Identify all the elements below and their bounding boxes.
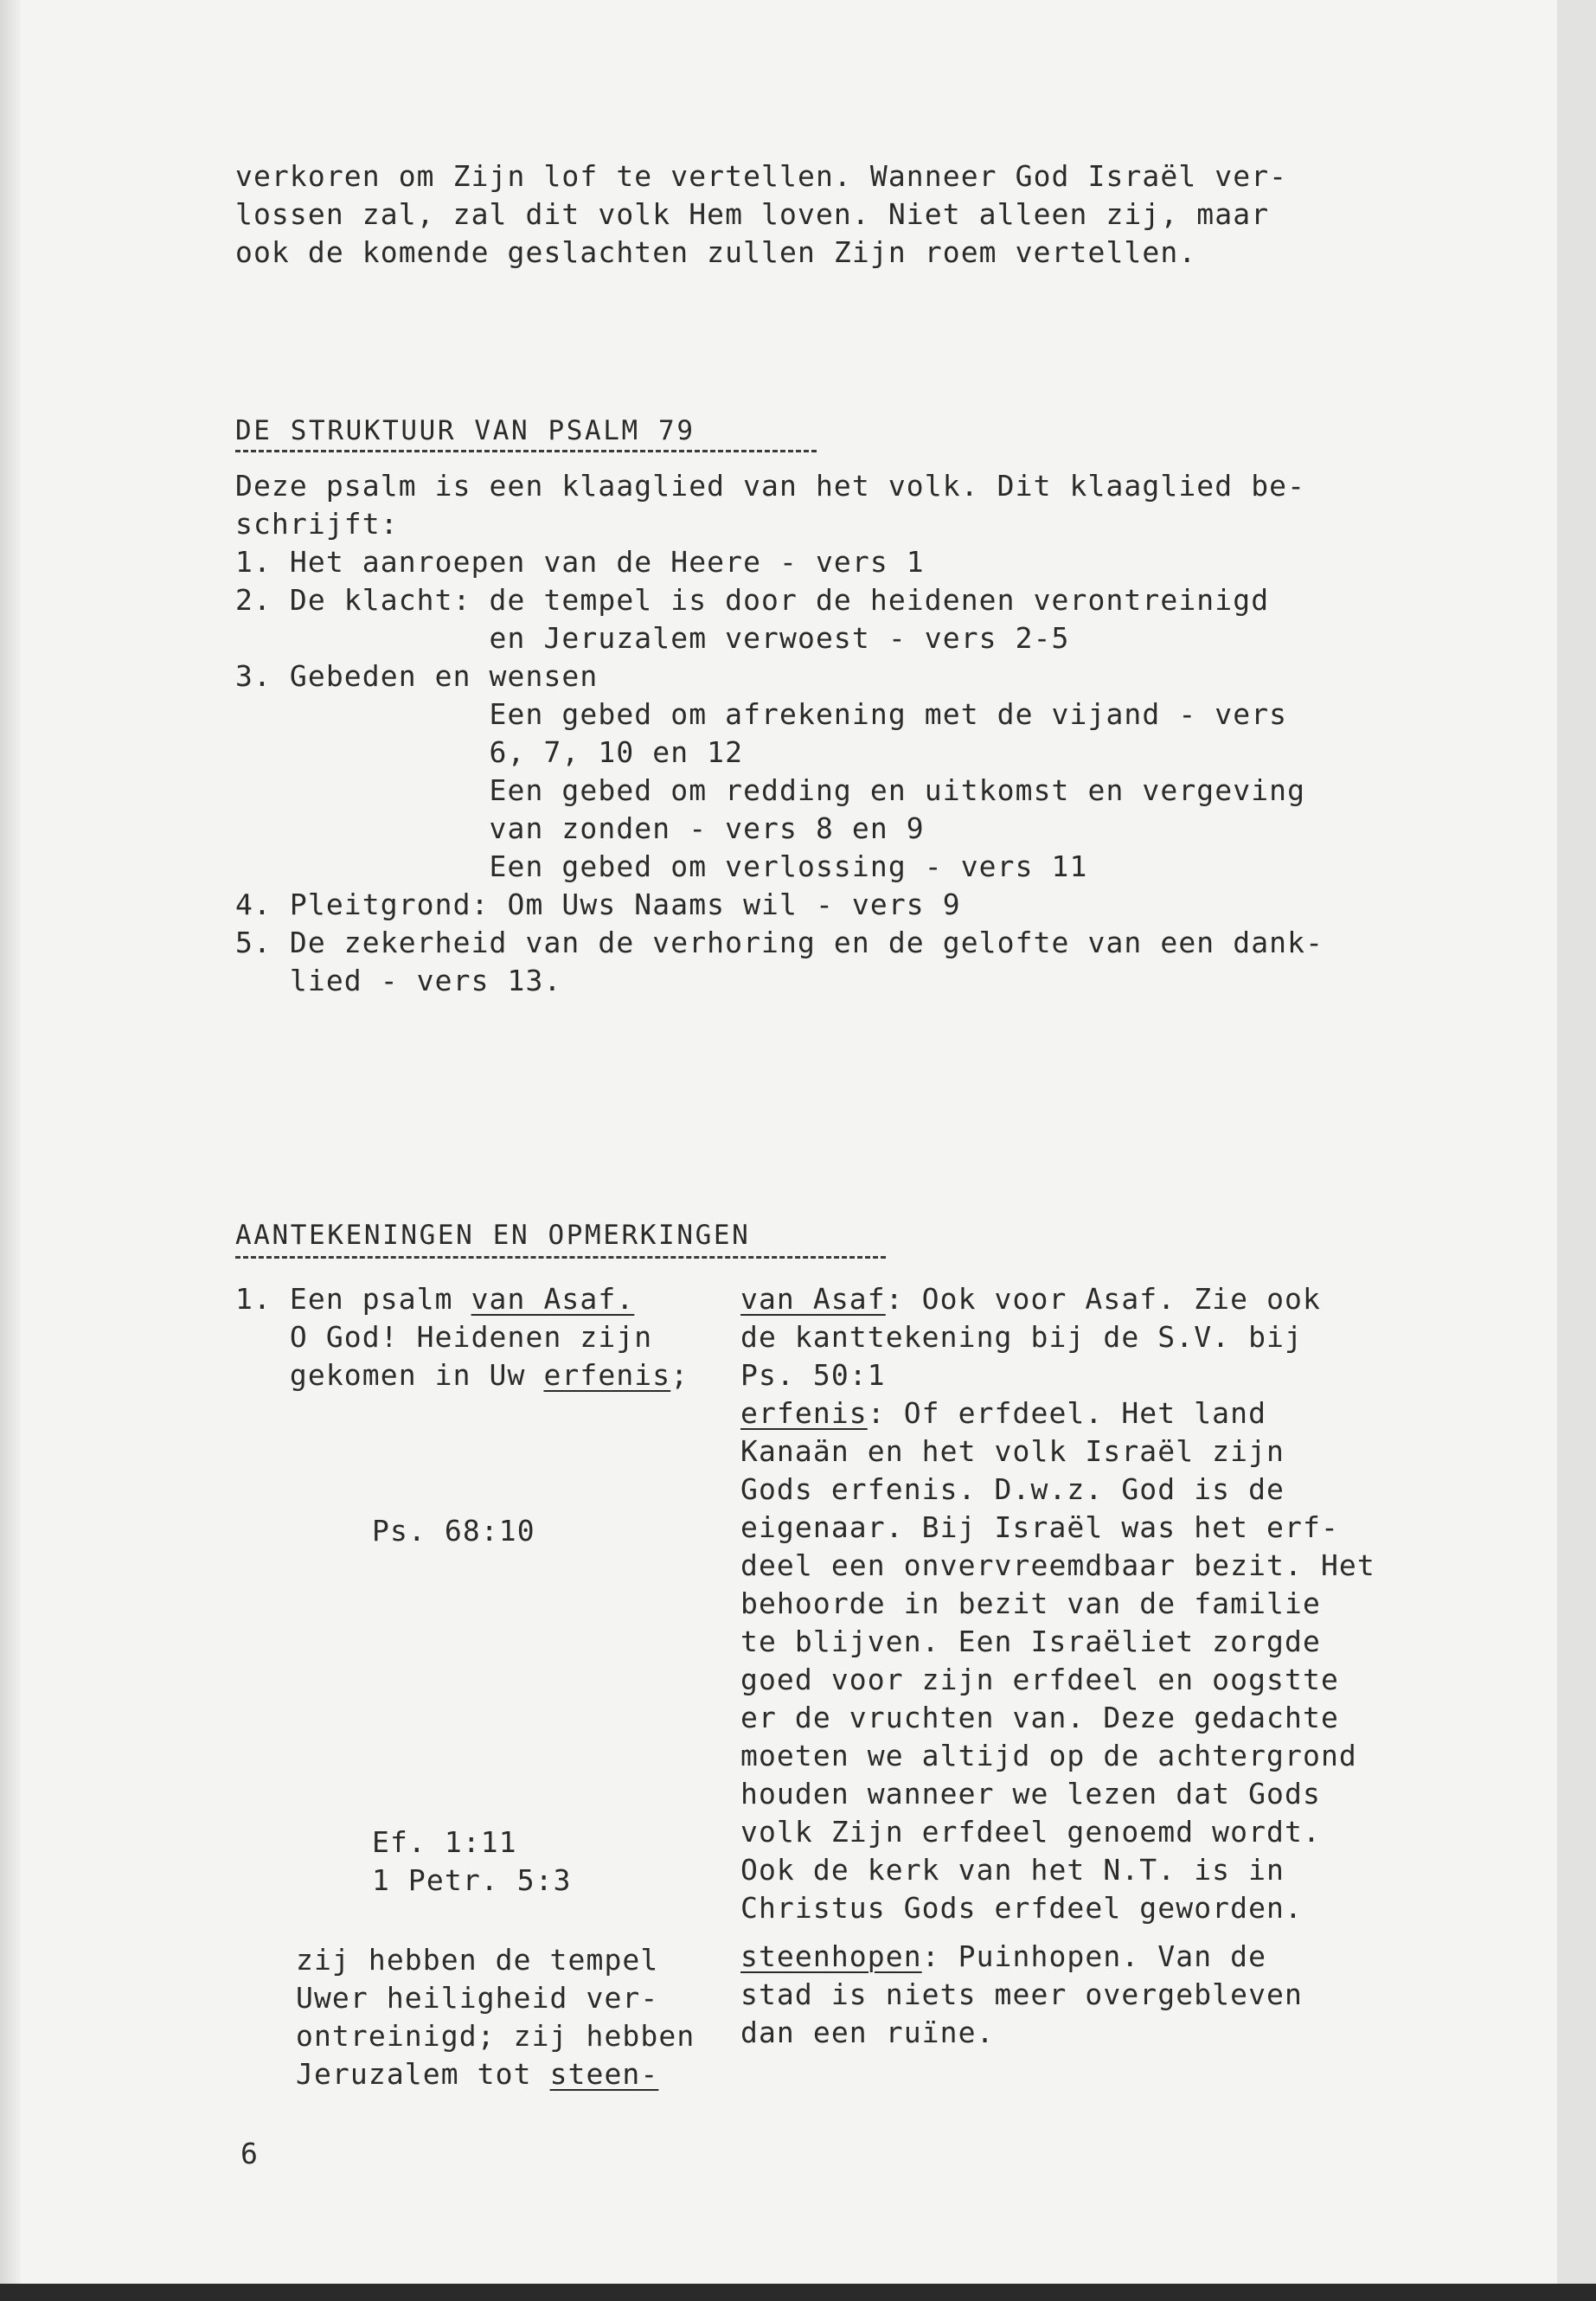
page-bottom-edge (0, 2284, 1596, 2301)
commentary-line: Ps. 50:1 (740, 1358, 886, 1392)
intro-line: verkoren om Zijn lof te vertellen. Wanneer God Israël ver- (235, 159, 1288, 193)
commentary-line: moeten we altijd op de achtergrond (740, 1739, 1357, 1772)
page-left-shadow (0, 0, 21, 2301)
commentary-line: goed voor zijn erfdeel en oogstte (740, 1663, 1339, 1696)
commentary-line: deel een onvervreemdbaar bezit. Het (740, 1548, 1375, 1582)
cross-reference: Ps. 68:10 (372, 1514, 535, 1548)
commentary-line: van Asaf: Ook voor Asaf. Zie ook (740, 1282, 1321, 1316)
structure-line: en Jeruzalem verwoest - vers 2-5 (235, 621, 1070, 655)
structure-heading: DE STRUKTUUR VAN PSALM 79 (235, 415, 695, 446)
cross-reference: Ef. 1:11 (372, 1825, 517, 1859)
psalm-verse-line: O God! Heidenen zijn (235, 1320, 653, 1354)
commentary-line: stad is niets meer overgebleven (740, 1977, 1303, 2011)
psalm-verse-line: zij hebben de tempel (296, 1943, 659, 1977)
commentary-line: volk Zijn erfdeel genoemd wordt. (740, 1815, 1321, 1849)
psalm-verse-line: ontreinigd; zij hebben (296, 2019, 695, 2053)
structure-line: schrijft: (235, 507, 399, 541)
psalm-verse-line: Jeruzalem tot steen- (296, 2057, 659, 2091)
commentary-line: behoorde in bezit van de familie (740, 1586, 1321, 1620)
commentary-line: Kanaän en het volk Israël zijn (740, 1434, 1285, 1468)
structure-line: Een gebed om verlossing - vers 11 (235, 849, 1088, 883)
structure-line: Een gebed om afrekening met de vijand - vers (235, 697, 1288, 731)
structure-line: 2. De klacht: de tempel is door de heidenen verontreinigd (235, 583, 1270, 617)
structure-line: 1. Het aanroepen van de Heere - vers 1 (235, 545, 925, 579)
cross-reference: 1 Petr. 5:3 (372, 1863, 572, 1897)
commentary-line: eigenaar. Bij Israël was het erf- (740, 1510, 1339, 1544)
structure-line: lied - vers 13. (235, 964, 562, 997)
structure-line: 5. De zekerheid van de verhoring en de gelofte van een dank- (235, 926, 1324, 959)
page-right-edge (1557, 0, 1596, 2301)
intro-line: ook de komende geslachten zullen Zijn roem vertellen. (235, 235, 1197, 269)
commentary-line: steenhopen: Puinhopen. Van de (740, 1939, 1267, 1973)
structure-line: 3. Gebeden en wensen (235, 659, 599, 693)
structure-line: 6, 7, 10 en 12 (235, 735, 744, 769)
structure-line: Een gebed om redding en uitkomst en vergeving (235, 773, 1306, 807)
commentary-line: Christus Gods erfdeel geworden. (740, 1891, 1303, 1925)
commentary-line: de kanttekening bij de S.V. bij (740, 1320, 1303, 1354)
structure-line: 4. Pleitgrond: Om Uws Naams wil - vers 9 (235, 888, 961, 921)
psalm-verse-line: 1. Een psalm van Asaf. (235, 1282, 635, 1316)
commentary-line: houden wanneer we lezen dat Gods (740, 1777, 1321, 1811)
commentary-line: te blijven. Een Israëliet zorgde (740, 1625, 1321, 1658)
page-number: 6 (240, 2137, 258, 2170)
psalm-verse-line: gekomen in Uw erfenis; (235, 1358, 689, 1392)
psalm-verse-line: Uwer heiligheid ver- (296, 1981, 659, 2015)
notes-heading-rule (235, 1256, 886, 1259)
commentary-line: er de vruchten van. Deze gedachte (740, 1701, 1339, 1734)
structure-line: van zonden - vers 8 en 9 (235, 811, 925, 845)
structure-heading-rule (235, 450, 817, 452)
intro-line: lossen zal, zal dit volk Hem loven. Niet alleen zij, maar (235, 197, 1270, 231)
commentary-line: Gods erfenis. D.w.z. God is de (740, 1472, 1285, 1506)
commentary-line: erfenis: Of erfdeel. Het land (740, 1396, 1267, 1430)
notes-heading: AANTEKENINGEN EN OPMERKINGEN (235, 1220, 751, 1251)
commentary-line: Ook de kerk van het N.T. is in (740, 1853, 1285, 1887)
structure-line: Deze psalm is een klaaglied van het volk. Dit klaaglied be- (235, 469, 1306, 503)
commentary-line: dan een ruïne. (740, 2016, 995, 2049)
